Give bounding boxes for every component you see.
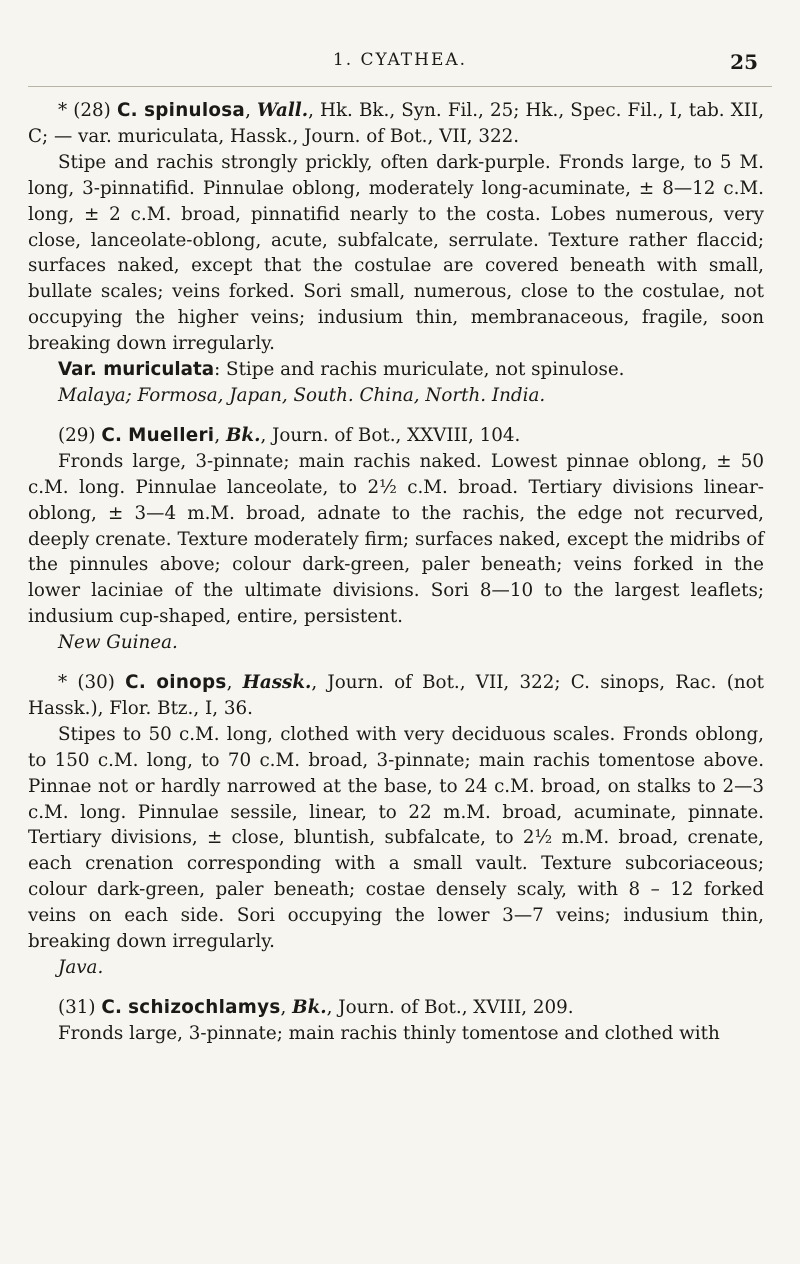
genus-abbrev: C. — [116, 100, 138, 121]
species-citation: , Journ. of Bot., VII, 322; C. sinops, Rac. (not Hassk.), Flor. Btz., I, 36. — [28, 672, 764, 719]
genus-abbrev: C. — [101, 996, 123, 1018]
species-epithet: Muelleri — [128, 424, 215, 446]
species-heading: (31) C. schizochlamys, Bk., Journ. of Bot., XVIII, 209. — [58, 996, 574, 1018]
species-number: (28) — [73, 100, 111, 121]
species-citation: , Hk. Bk., Syn. Fil., 25; Hk., Spec. Fil., I, tab. XII, C; — var. muriculata, Hassk., Journ. of Bot., VII, 322. — [28, 100, 765, 147]
running-head — [0, 50, 800, 74]
endemic-marker: * — [58, 672, 68, 694]
species-epithet: spinulosa — [144, 100, 246, 121]
running-title: 1. CYATHEA. — [332, 50, 468, 70]
variety-paragraph — [28, 357, 764, 383]
species-citation: , Journ. of Bot., XVIII, 209. — [326, 996, 574, 1018]
species-citation: , Journ. of Bot., XXVIII, 104. — [260, 424, 521, 446]
species-description: Stipes to 50 c.M. long, clothed with very deciduous scales. Fronds oblong, to 150 c.M. long, to 70 c.M. broad, 3-pinnate; main rachis tomentose above. Pinnae not or hardly narrowed at the base, to 24 c.M. broad, on stalks to 2—3 c.M. long. Pinnulae sessile, linear, to 22 m.M. broad, acuminate, pinnate. Tertiary divisions, ± close, bluntish, subfalcate, to 2½ m.M. broad, crenate, each crenation corresponding with a small vault. Texture subcoriaceous; colour dark-green, paler beneath; costae densely scaly, with 8 – 12 forked veins on each side. Sori occupying the lower 3—7 veins; indusium thin, breaking down irregularly. — [28, 723, 764, 953]
variety-label: Var. muriculata — [58, 359, 215, 381]
species-entry-30 — [28, 670, 764, 981]
page-number: 25 — [730, 50, 758, 74]
species-author: Hassk. — [242, 672, 312, 694]
species-author: Wall. — [257, 100, 309, 121]
species-entry-28 — [28, 98, 764, 409]
species-entry-31 — [28, 995, 764, 1047]
species-number: (30) — [77, 672, 115, 694]
header-rule — [28, 86, 772, 87]
species-number: (31) — [58, 996, 96, 1018]
genus-abbrev: C. — [125, 672, 147, 694]
species-heading: * (28) C. spinulosa, Wall., Hk. Bk., Syn. Fil., 25; Hk., Spec. Fil., I, tab. XII, C; — var. muriculata, Hassk., Journ. of Bot., VII, 322. — [28, 100, 765, 147]
genus-abbrev: C. — [101, 424, 123, 446]
species-description: Fronds large, 3-pinnate; main rachis naked. Lowest pinnae oblong, ± 50 c.M. long. Pinnulae lanceolate, to 2½ c.M. broad. Tertiary divisions linear-oblong, ± 3—4 m.M. broad, adnate to the rachis, the edge not recurved, deeply crenate. Texture moderately firm; surfaces naked, except the midribs of the pinnules above; colour dark-green, paler beneath; veins forked in the lower laciniae of the ultimate divisions. Sori 8—10 to the largest leaflets; indusium cup-shaped, entire, persistent. — [28, 450, 764, 628]
species-epithet: oinops — [156, 672, 227, 694]
species-region: Java. — [58, 957, 104, 978]
species-description: Stipe and rachis strongly prickly, often dark-purple. Fronds large, to 5 M. long, 3-pinnatifid. Pinnulae oblong, moderately long-acuminate, ± 8—12 c.M. long, ± 2 c.M. broad, pinnatifid nearly to the costa. Lobes numerous, very close, lanceolate-oblong, acute, subfalcate, serrulate. Texture rather flaccid; surfaces naked, except that the costulae are covered beneath with small, bullate scales; veins forked. Sori small, numerous, close to the costulae, not occupying the higher veins; indusium thin, membranaceous, fragile, soon breaking down irregularly. — [28, 151, 764, 355]
species-region: Malaya; Formosa, Japan, South. China, North. India. — [58, 384, 546, 406]
species-heading: * (30) C. oinops, Hassk., Journ. of Bot., VII, 322; C. sinops, Rac. (not Hassk.), Flor. Btz., I, 36. — [28, 672, 764, 719]
species-number: (29) — [58, 424, 96, 446]
species-entry-29 — [28, 423, 764, 656]
body-text — [28, 98, 764, 1061]
species-region: New Guinea. — [58, 632, 178, 654]
variety-text: : Stipe and rachis muriculate, not spinulose. — [214, 359, 625, 381]
species-author: Bk. — [225, 424, 261, 446]
species-heading: (29) C. Muelleri, Bk., Journ. of Bot., XXVIII, 104. — [58, 424, 521, 446]
endemic-marker: * — [58, 100, 68, 121]
species-author: Bk. — [292, 996, 327, 1018]
species-description: Fronds large, 3-pinnate; main rachis thinly tomentose and clothed with — [58, 1022, 720, 1044]
species-epithet: schizochlamys — [128, 996, 281, 1018]
